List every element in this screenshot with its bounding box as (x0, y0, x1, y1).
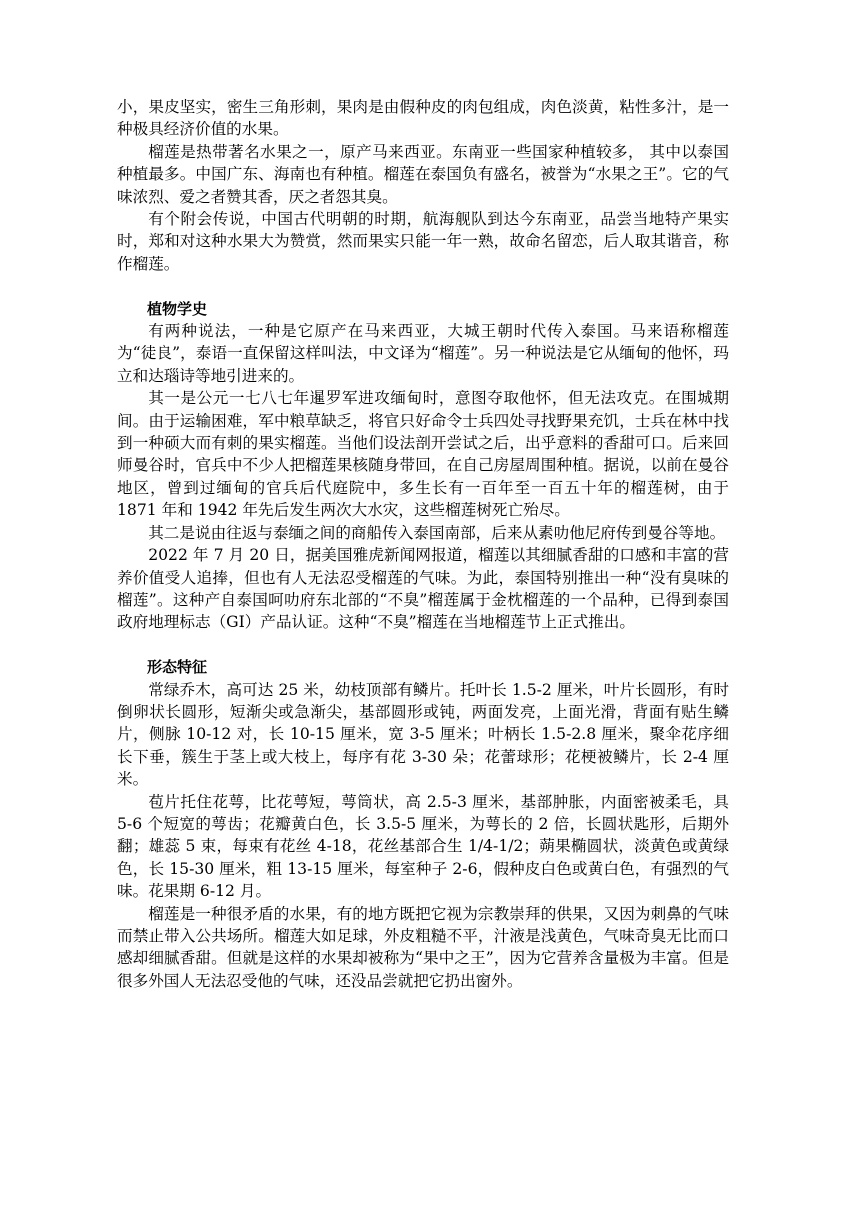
intro-paragraph-continued: 小，果皮坚实，密生三角形刺，果肉是由假种皮的肉包组成，肉色淡黄，粘性多汁，是一种极具经济价值的水果。 (117, 98, 729, 139)
section-spacer (117, 634, 729, 656)
intro-paragraph-legend: 有个附会传说，中国古代明朝的时期，航海舰队到达今东南亚，品尝当地特产果实时，郑和对这种水果大为赞赏，然而果实只能一年一熟，故命名留恋，后人取其谐音，称作榴莲。 (117, 210, 729, 273)
morphology-paragraph: 苞片托住花萼，比花萼短，萼筒状，高 2.5-3 厘米，基部肿胀，内面密被柔毛，具 5-6 个短宽的萼齿；花瓣黄白色，长 3.5-5 厘米，为萼长的 2 倍，长圆状匙形，后期外翻；雄蕊 5 束，每束有花丝 4-18，花丝基部合生 1/4-1/2；蒴果椭圆状，淡黄色或黄绿色，长 15-30 厘米，粗 13-15 厘米，每室种子 2-6，假种皮白色或黄白色，有强烈的气味。花果期 6-12 月。 (117, 792, 729, 901)
document-page (117, 96, 729, 992)
section-spacer (117, 275, 729, 297)
history-paragraph: 有两种说法，一种是它原产在马来西亚，大城王朝时代传入泰国。马来语称榴莲为“徒良”，泰语一直保留这样叫法，中文译为“榴莲”。另一种说法是它从缅甸的他怀，玛立和达瑙诗等地引进来的。 (117, 322, 729, 385)
section-heading-morphology: 形态特征 (147, 658, 208, 677)
history-paragraph: 2022 年 7 月 20 日，据美国雅虎新闻网报道，榴莲以其细腻香甜的口感和丰富的营养价值受人追捧，但也有人无法忍受榴莲的气味。为此，泰国特别推出一种“没有臭味的榴莲”。这种产自泰国呵叻府东北部的“不臭”榴莲属于金枕榴莲的一个品种，已得到泰国政府地理标志（GI）产品认证。这种“不臭”榴莲在当地榴莲节上正式推出。 (117, 546, 729, 632)
history-paragraph: 其一是公元一七八七年暹罗军进攻缅甸时，意图夺取他怀，但无法攻克。在围城期间。由于运输困难，军中粮草缺乏，将官只好命令士兵四处寻找野果充饥，士兵在林中找到一种硕大而有刺的果实榴莲。当他们设法剖开尝试之后，出乎意料的香甜可口。后来回师曼谷时，官兵中不少人把榴莲果核随身带回，在自己房屋周围种植。据说，以前在曼谷地区，曾到过缅甸的官兵后代庭院中，多生长有一百年至一百五十年的榴莲树，由于 1871 年和 1942 年先后发生两次大水灾，这些榴莲树死亡殆尽。 (117, 389, 729, 520)
history-paragraph: 其二是说由往返与泰缅之间的商船传入泰国南部，后来从素叻他尼府传到曼谷等地。 (148, 523, 726, 542)
morphology-paragraph: 榴莲是一种很矛盾的水果，有的地方既把它视为宗教崇拜的供果，又因为刺鼻的气味而禁止带入公共场所。榴莲大如足球，外皮粗糙不平，汁液是浅黄色，气味奇臭无比而口感却细腻香甜。但就是这样的水果却被称为“果中之王”，因为它营养含量极为丰富。但是很多外国人无法忍受他的气味，还没品尝就把它扔出窗外。 (117, 904, 729, 990)
morphology-paragraph: 常绿乔木，高可达 25 米，幼枝顶部有鳞片。托叶长 1.5-2 厘米，叶片长圆形，有时倒卵状长圆形，短渐尖或急渐尖，基部圆形或钝，两面发亮，上面光滑，背面有贴生鳞片，侧脉 10-12 对，长 10-15 厘米，宽 3-5 厘米；叶柄长 1.5-2.8 厘米，聚伞花序细长下垂，簇生于茎上或大枝上，每序有花 3-30 朵；花蕾球形；花梗被鳞片，长 2-4 厘米。 (117, 680, 729, 789)
section-heading-history: 植物学史 (147, 299, 208, 318)
intro-paragraph-origin: 榴莲是热带著名水果之一，原产马来西亚。东南亚一些国家种植较多， 其中以泰国种植最多。中国广东、海南也有种植。榴莲在泰国负有盛名，被誉为“水果之王”。它的气味浓烈、爱之者赞其香，厌之者怨其臭。 (117, 142, 729, 206)
